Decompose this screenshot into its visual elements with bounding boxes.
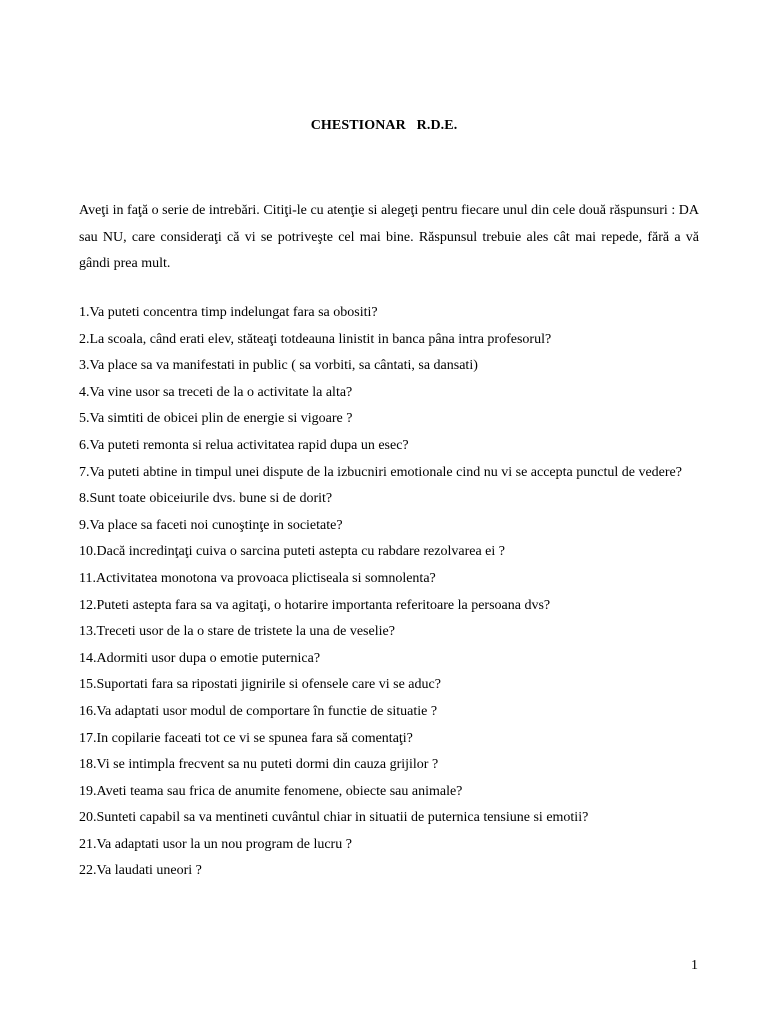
question-item: 15.Suportati fara sa ripostati jignirile si ofensele care vi se aduc? <box>79 677 441 693</box>
question-item: 10.Dacă incredinţaţi cuiva o sarcina puteti astepta cu rabdare rezolvarea ei ? <box>79 544 505 560</box>
question-item: 18.Vi se intimpla frecvent sa nu puteti dormi din cauza grijilor ? <box>79 757 439 773</box>
question-item: 19.Aveti teama sau frica de anumite fenomene, obiecte sau animale? <box>79 783 463 799</box>
document-title: CHESTIONAR R.D.E. <box>310 118 458 133</box>
question-item: 20.Sunteti capabil sa va mentineti cuvântul chiar in situatii de puternica tensiune si emotii? <box>79 810 589 826</box>
question-item: 17.In copilarie faceati tot ce vi se spunea fara să comentaţi? <box>79 730 413 746</box>
question-item: 7.Va puteti abtine in timpul unei dispute de la izbucniri emotionale cind nu vi se accepta punctul de vedere? <box>79 464 682 480</box>
question-item: 22.Va laudati uneori ? <box>79 863 202 879</box>
question-item: 1.Va puteti concentra timp indelungat fara sa obositi? <box>79 305 378 320</box>
question-item: 16.Va adaptati usor modul de comportare în functie de situatie ? <box>79 703 438 719</box>
question-item: 5.Va simtiti de obicei plin de energie si vigoare ? <box>79 411 353 427</box>
question-item: 4.Va vine usor sa treceti de la o activitate la alta? <box>79 384 353 400</box>
question-item: 8.Sunt toate obiceiurile dvs. bune si de dorit? <box>79 491 333 507</box>
questions-list <box>79 300 699 885</box>
question-item: 14.Adormiti usor dupa o emotie puternica? <box>79 650 321 666</box>
page-number: 1 <box>691 958 698 973</box>
question-item: 21.Va adaptati usor la un nou program de lucru ? <box>79 836 352 852</box>
question-item: 3.Va place sa va manifestati in public ( sa vorbiti, sa cântati, sa dansati) <box>79 358 478 374</box>
question-item: 12.Puteti astepta fara sa va agitaţi, o hotarire importanta referitoare la persoana dvs? <box>79 597 551 613</box>
question-item: 13.Treceti usor de la o stare de tristete la una de veselie? <box>79 624 395 640</box>
question-item: 2.La scoala, când erati elev, stăteaţi totdeauna linistit in banca pâna intra profesorul? <box>79 331 552 347</box>
question-item: 9.Va place sa faceti noi cunoştinţe in societate? <box>79 517 343 533</box>
question-item: 6.Va puteti remonta si relua activitatea rapid dupa un esec? <box>79 437 409 453</box>
instructions-paragraph: Aveţi in faţă o serie de intrebări. Citiţi-le cu atenţie si alegeţi pentru fiecare unul din cele două răspunsuri : DA sau NU, care consideraţi că vi se potriveşte cel mai bine. Răspunsul trebuie ales cât mai repede, fără a vă gândi prea mult. <box>79 203 699 271</box>
question-item: 11.Activitatea monotona va provoaca plictiseala si somnolenta? <box>79 570 436 586</box>
